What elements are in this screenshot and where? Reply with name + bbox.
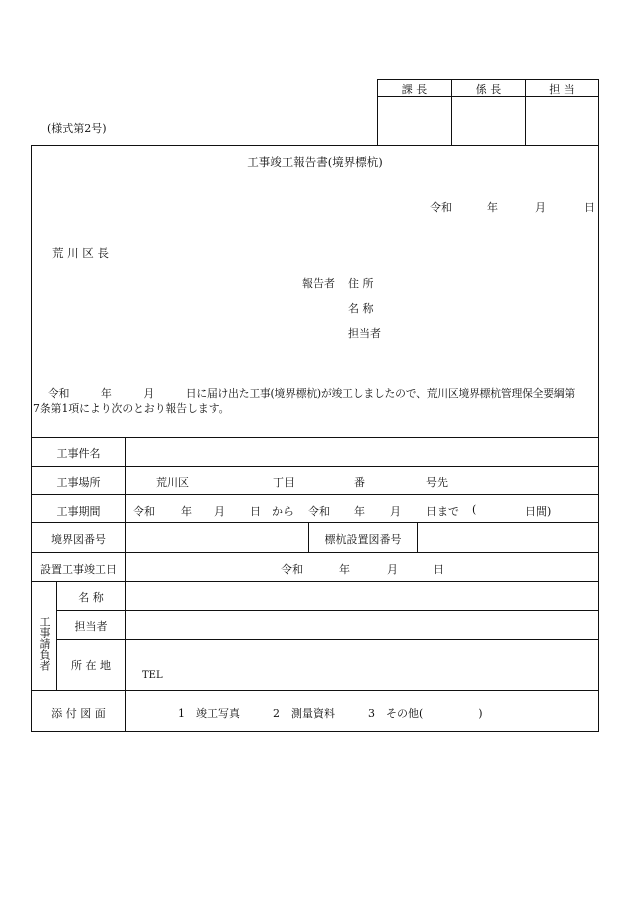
- boundary-map-number-field[interactable]: [126, 523, 308, 552]
- reporter-person-label: 担当者: [348, 327, 381, 340]
- place-chome: 丁目: [273, 476, 295, 489]
- period-year-end: 年: [354, 505, 365, 518]
- attachments-list: 1 竣工写真 2 測量資料 3 その他( ): [178, 707, 483, 720]
- completion-month: 月: [387, 563, 398, 576]
- completion-date-label: 設置工事竣工日: [40, 563, 117, 576]
- date-day: 日: [584, 201, 595, 214]
- date-year: 年: [487, 201, 498, 214]
- approval-header-section-chief: 課 長: [401, 83, 428, 96]
- reporter-label: 報告者: [302, 277, 335, 290]
- period-until: 日まで: [426, 505, 459, 518]
- stake-map-number-label: 標杭設置図番号: [324, 533, 402, 546]
- approval-stamp-section-chief[interactable]: [378, 97, 451, 144]
- approval-stamp-staff[interactable]: [526, 97, 598, 144]
- contractor-name-field[interactable]: [126, 582, 598, 610]
- completion-day: 日: [433, 563, 444, 576]
- approval-header-staff: 担 当: [549, 83, 575, 96]
- approval-header-subsection-chief: 係 長: [475, 83, 502, 96]
- attachments-label: 添 付 図 面: [51, 707, 106, 720]
- completion-year: 年: [339, 563, 350, 576]
- contractor-location-label: 所 在 地: [71, 659, 111, 672]
- period-era-start: 令和: [133, 505, 155, 518]
- form-number: (様式第2号): [47, 122, 107, 135]
- contractor-person-field[interactable]: [126, 611, 598, 639]
- project-period-label: 工事期間: [56, 505, 101, 518]
- period-from: から: [272, 505, 294, 518]
- reporter-name-label: 名 称: [348, 302, 374, 315]
- project-place-label: 工事場所: [56, 476, 101, 489]
- contractor-tel-label: TEL: [142, 670, 163, 681]
- completion-era: 令和: [281, 563, 303, 576]
- boundary-map-number-label: 境界図番号: [51, 533, 106, 546]
- period-year-start: 年: [181, 505, 192, 518]
- place-go: 号先: [426, 476, 448, 489]
- contractor-person-label: 担当者: [74, 620, 108, 633]
- period-paren-open: (: [472, 503, 477, 516]
- addressee: 荒 川 区 長: [52, 246, 109, 260]
- body-text-line1: 令和 年 月 日に届け出た工事(境界標杭)が竣工しましたので、荒川区境界標杭管理保全要綱第: [48, 387, 576, 400]
- approval-stamp-subsection-chief[interactable]: [452, 97, 525, 144]
- reporter-address-label: 住 所: [348, 277, 374, 290]
- period-days: 日間): [525, 505, 552, 518]
- body-text-line2: 7条第1項により次のとおり報告します。: [33, 402, 230, 415]
- period-month-end: 月: [390, 505, 401, 518]
- period-era-end: 令和: [308, 505, 330, 518]
- contractor-name-label: 名 称: [78, 591, 104, 604]
- document-title: 工事竣工報告書(境界標杭): [247, 155, 383, 169]
- date-month: 月: [535, 201, 546, 214]
- date-era: 令和: [430, 201, 452, 214]
- contractor-group-label: 工事請負者: [38, 615, 51, 671]
- project-name-field[interactable]: [126, 438, 598, 466]
- period-day-start: 日: [250, 505, 261, 518]
- project-name-label: 工事件名: [56, 447, 101, 460]
- place-ban: 番: [354, 476, 365, 489]
- stake-map-number-field[interactable]: [418, 523, 598, 552]
- place-ward: 荒川区: [156, 476, 189, 489]
- period-month-start: 月: [214, 505, 225, 518]
